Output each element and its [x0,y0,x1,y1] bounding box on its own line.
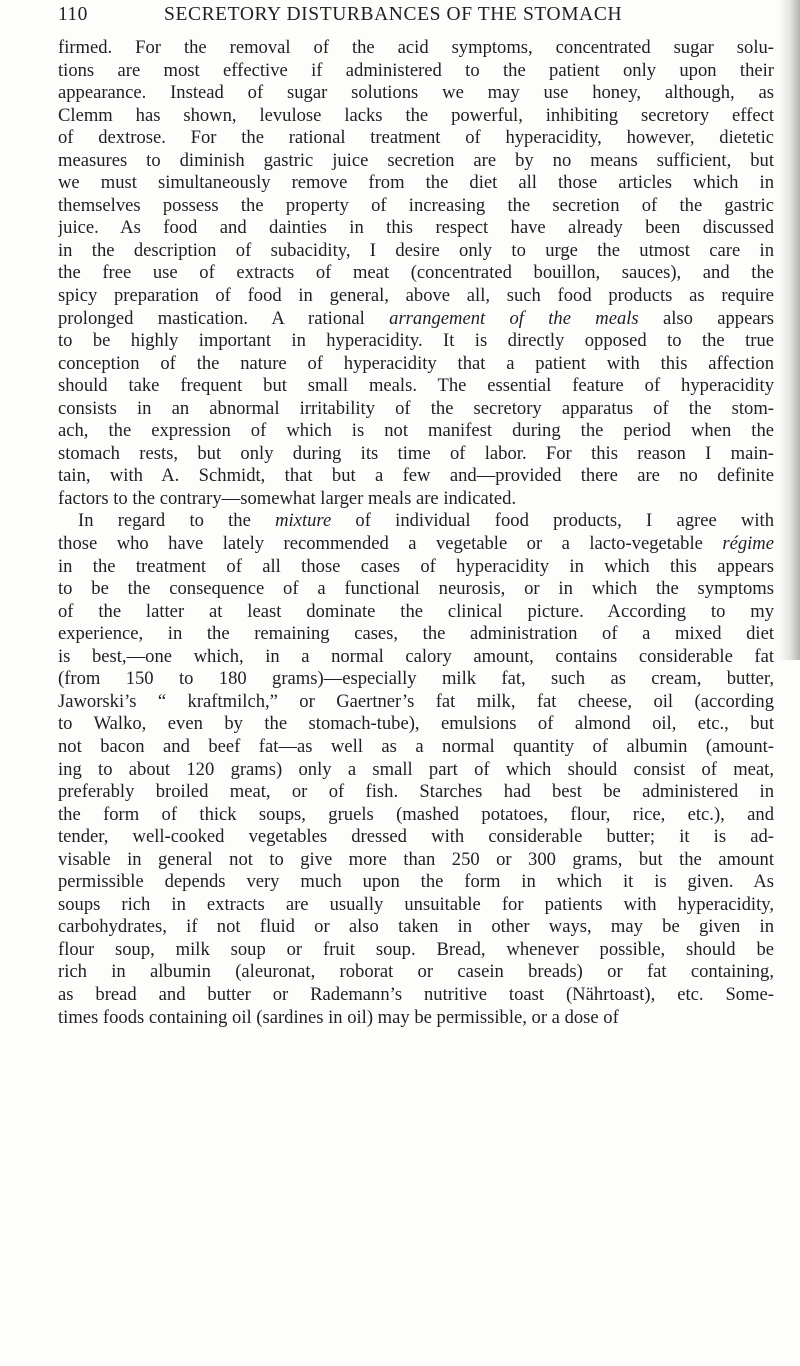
text-run: also appears [638,307,774,329]
text-run: prolonged mastication. A rational [58,307,390,329]
text-run: In regard to the [78,510,276,532]
text-line: ing to about 120 grams) only a small part of which should consist of meat, [58,758,774,780]
text-line: permissible depends very much upon the form in which it is given. As [58,871,774,893]
text-line [58,308,774,331]
text-line: tain, with A. Schmidt, that but a few and—provided there are no definite [58,465,774,487]
text-line: we must simultaneously remove from the diet all those articles which in [58,172,774,194]
text-line: the free use of extracts of meat (concentrated bouillon, sauces), and the [58,262,774,284]
text-line: measures to diminish gastric juice secretion are by no means sufficient, but [58,149,774,171]
italic-emphasis: arrangement of the meals [389,307,639,329]
text-line: appearance. Instead of sugar solutions we may use honey, although, as [58,82,774,104]
text-line: ach, the expression of which is not manifest during the period when the [58,420,774,442]
italic-emphasis: régime [722,533,774,555]
text-line: in the treatment of all those cases of hyperacidity in which this appears [58,555,774,577]
running-title: SECRETORY DISTURBANCES OF THE STOMACH [164,4,623,25]
text-line [58,510,774,533]
text-line: juice. As food and dainties in this respect have already been discussed [58,217,774,239]
text-line: is best,—one which, in a normal calory amount, contains considerable fat [58,645,774,667]
text-line: carbohydrates, if not fluid or also taken in other ways, may be given in [58,916,774,938]
text-line: rich in albumin (aleuronat, roborat or casein breads) or fat containing, [58,961,774,983]
text-line: visable in general not to give more than 250 or 300 grams, but the amount [58,848,774,870]
text-line: stomach rests, but only during its time of labor. For this reason I main- [58,442,774,464]
text-line: not bacon and beef fat—as well as a normal quantity of albumin (amount- [58,735,774,757]
text-line: should take frequent but small meals. The essential feature of hyperacidity [58,375,774,397]
text-line: soups rich in extracts are usually unsuitable for patients with hyperacidity, [58,893,774,915]
text-line: experience, in the remaining cases, the administration of a mixed diet [58,623,774,645]
text-line: tender, well-cooked vegetables dressed with considerable butter; it is ad- [58,826,774,848]
italic-emphasis: mixture [275,510,332,532]
running-head [58,4,758,30]
text-line: the form of thick soups, gruels (mashed potatoes, flour, rice, etc.), and [58,803,774,825]
text-line: of dextrose. For the rational treatment of hyperacidity, however, dietetic [58,127,774,149]
text-line: to be the consequence of a functional neurosis, or in which the symptoms [58,578,774,600]
text-line: consists in an abnormal irritability of the secretory apparatus of the stom- [58,397,774,419]
text-line: firmed. For the removal of the acid symptoms, concentrated sugar solu- [58,37,774,58]
text-line: of the latter at least dominate the clinical picture. According to my [58,600,774,622]
text-line: spicy preparation of food in general, above all, such food products as require [58,285,774,307]
text-line: factors to the contrary—somewhat larger meals are indicated. [58,487,517,509]
text-line: to Walko, even by the stomach-tube), emulsions of almond oil, etc., but [58,713,774,735]
text-run: those who have lately recommended a vegetable or a lacto-vegetable [58,533,723,555]
body-text [58,37,774,1029]
text-line: Jaworski’s “ kraftmilch,” or Gaertner’s fat milk, fat cheese, oil (according [58,690,774,712]
text-line: flour soup, milk soup or fruit soup. Bread, whenever possible, should be [58,938,774,960]
page-edge-shadow [778,0,800,660]
text-line: (from 150 to 180 grams)—especially milk fat, such as cream, butter, [58,668,774,690]
text-line: Clemm has shown, levulose lacks the powerful, inhibiting secretory effect [58,104,774,126]
text-line: themselves possess the property of increasing the secretion of the gastric [58,194,774,216]
text-line: to be highly important in hyperacidity. It is directly opposed to the true [58,330,774,352]
text-line: tions are most effective if administered to the patient only upon their [58,59,774,81]
page-number: 110 [58,4,88,25]
text-line: preferably broiled meat, or of fish. Starches had best be administered in [58,781,774,803]
text-line: times foods containing oil (sardines in oil) may be permissible, or a dose of [58,1006,619,1028]
text-run: of individual food products, I agree with [331,510,774,532]
text-line: as bread and butter or Rademann’s nutritive toast (Nährtoast), etc. Some- [58,983,774,1005]
text-line: conception of the nature of hyperacidity that a patient with this affection [58,352,774,374]
text-line: in the description of subacidity, I desire only to urge the utmost care in [58,239,774,261]
text-line [58,533,774,556]
